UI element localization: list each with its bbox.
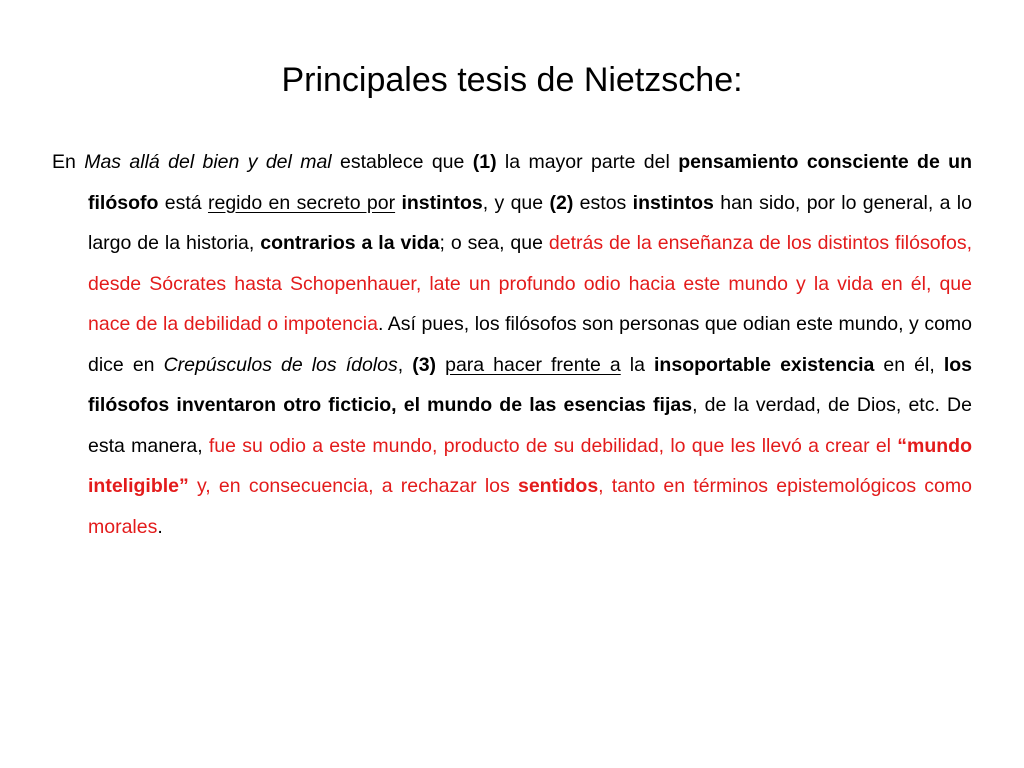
red-bold-run: sentidos	[517, 475, 599, 497]
text-run: , de la verdad, de Dios, etc. De esta manera,	[88, 394, 972, 457]
bold-run: instintos	[632, 191, 714, 214]
bold-run: insoportable existencia	[654, 353, 875, 376]
text-run: la	[620, 353, 655, 376]
text-run: . Así pues, los filósofos son personas que odian este mundo, y como dice en	[88, 313, 973, 376]
red-run: detrás de la enseñanza de los distintos filósofos, desde Sócrates hasta Schopenhauer, late un profundo odio hacia este mundo y la vida en él, que nace de la debilidad o impotencia	[88, 232, 972, 335]
bold-run: contrarios a la vida	[260, 232, 440, 254]
bold-run: (3)	[412, 353, 437, 376]
red-run: , tanto en términos epistemológicos como morales	[88, 475, 972, 538]
red-bold-run: “mundo inteligible”	[88, 434, 972, 497]
text-run: han sido, por lo general, a lo largo de la historia,	[88, 191, 972, 254]
underlined-run: regido en secreto por	[207, 191, 396, 214]
red-run: fue su odio a este mundo, producto de su debilidad, lo que les llevó a crear el	[208, 434, 898, 457]
text-run: .	[157, 515, 163, 538]
bold-run: (1)	[472, 151, 497, 173]
text-run: en él,	[874, 353, 944, 376]
italic-title-run: Mas allá del bien y del mal	[84, 151, 332, 173]
text-run: la mayor parte del	[496, 151, 679, 173]
bold-run: instintos	[401, 191, 483, 214]
italic-title-run: Crepúsculos de los ídolos	[163, 353, 398, 376]
text-run: establece que	[331, 151, 473, 173]
text-run: estos	[573, 191, 633, 214]
slide-title: Principales tesis de Nietzsche:	[281, 61, 743, 99]
text-run: ,	[397, 353, 413, 376]
text-run	[436, 354, 445, 376]
body-paragraph	[52, 142, 972, 547]
text-run: En	[52, 151, 85, 173]
red-run: y, en consecuencia, a rechazar los	[188, 475, 518, 497]
text-run: está	[158, 191, 208, 214]
bold-run: los filósofos inventaron otro ficticio, el mundo de las esencias fijas	[88, 353, 972, 416]
text-run: ; o sea, que	[439, 232, 549, 254]
underlined-run: para hacer frente a	[445, 353, 621, 376]
bold-run: pensamiento consciente de un filósofo	[88, 151, 972, 214]
text-run: , y que	[482, 191, 550, 214]
bold-run: (2)	[549, 191, 574, 214]
